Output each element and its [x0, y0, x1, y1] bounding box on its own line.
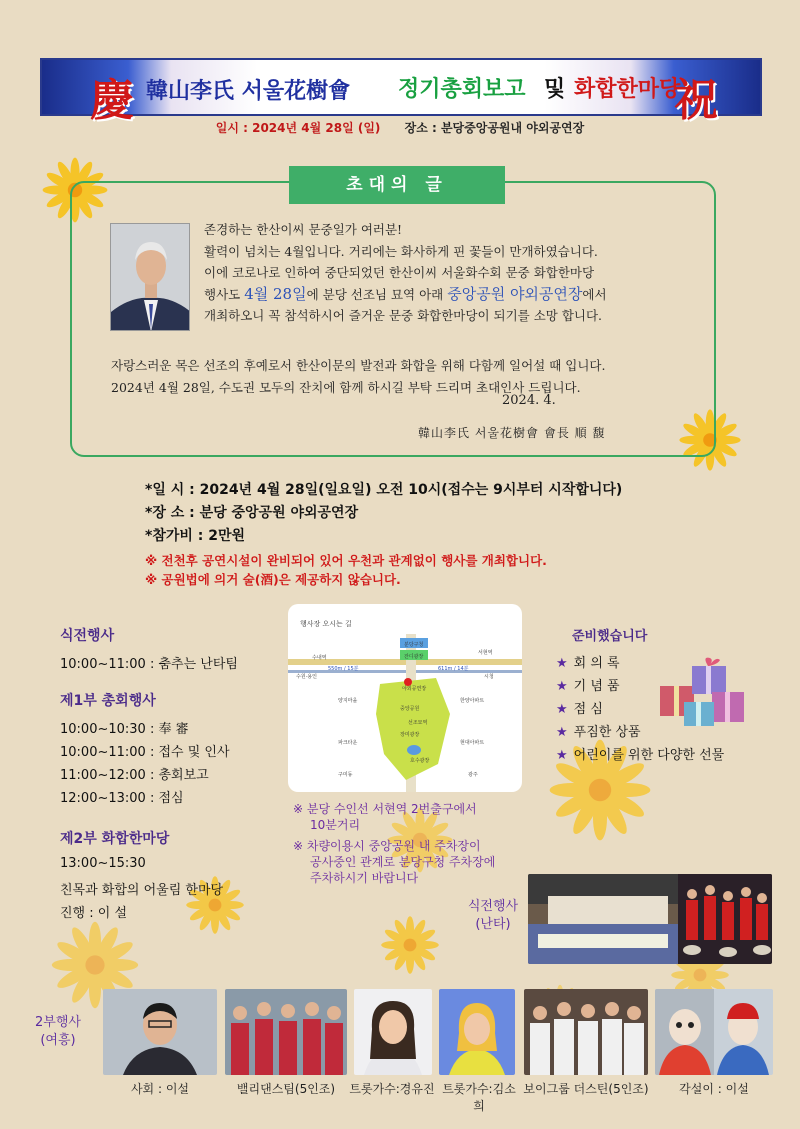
signature-name: 韓山李氏 서울花樹會 會長 順 馥 [418, 426, 606, 440]
map-label: 광주 [468, 772, 478, 778]
schedule-pre-title: 식전행사 [60, 628, 115, 644]
schedule-part1-title: 제1부 총회행사 [60, 693, 156, 709]
schedule-item: 10:00~11:00 : 접수 및 인사 [60, 745, 230, 760]
schedule-item: 12:00~13:00 : 점심 [60, 791, 184, 806]
prepared-title: 준비했습니다 [572, 629, 648, 644]
invitation-line [204, 284, 704, 306]
invitation-line: 자랑스러운 목은 선조의 후예로서 한산이문의 발전과 화합을 위해 다함께 일어설 때 입니다. [111, 358, 606, 373]
invitation-line: 개최하오니 꼭 참석하시어 즐거운 문중 화합한마당이 되기를 소망 합니다. [204, 308, 603, 323]
map-note-parking [293, 838, 495, 886]
star-icon: ★ [556, 656, 568, 671]
text: 에 분당 선조님 묘역 아래 [306, 286, 448, 302]
schedule-item: 13:00~15:30 [60, 856, 146, 871]
schedule-item: 진행 : 이 설 [60, 906, 128, 921]
photo-gakseori [655, 989, 773, 1075]
info-place: *장 소 : 분당 중앙공원 야외공연장 [145, 505, 359, 521]
map-label: 시청 [484, 674, 494, 680]
label-line: (여흥) [40, 1033, 76, 1048]
highlight-date: 4월 28일 [244, 284, 307, 303]
schedule-item: 10:00~10:30 : 奉 審 [60, 722, 189, 737]
highlight-place: 중앙공원 야외공연장 [447, 284, 583, 303]
map-note-subway [293, 801, 477, 833]
celebration-glyph-left: 慶 [90, 75, 134, 126]
note-line: 주차하시기 바랍니다 [310, 871, 419, 885]
title-report: 정기총회보고 [398, 77, 526, 102]
map-label: 550m / 15분 [328, 666, 359, 672]
location-map [288, 604, 522, 792]
president-portrait [110, 223, 190, 331]
caption-singer-1: 트롯가수:경유진 [349, 1082, 435, 1096]
prepared-item [556, 721, 641, 740]
map-label: 수원·용인 [296, 674, 317, 680]
map-title: 행사장 오시는 길 [300, 620, 352, 628]
map-label: 파크타운 [338, 740, 358, 746]
label-line: (난타) [475, 917, 511, 932]
event-place: 장소 : 분당중앙공원내 야외공연장 [404, 121, 585, 135]
caption-belly-dance: 밸리댄스팀(5인조) [236, 1082, 336, 1096]
note-line: 공사중인 관계로 분당구청 주차장에 [310, 855, 496, 869]
prepared-item-label: 회 의 록 [573, 656, 620, 671]
note-line: 10분거리 [310, 818, 361, 832]
map-label: 한양아파트 [460, 698, 485, 704]
nanta-performance-photo [528, 874, 772, 964]
label-line: 2부행사 [35, 1015, 81, 1030]
notice-alcohol: ※ 공원법에 의거 술(酒)은 제공하지 않습니다. [145, 572, 401, 587]
title-and: 및 [544, 77, 566, 102]
caption-boy-group: 보이그룹 더스틴(5인조) [523, 1082, 649, 1096]
map-label: 중앙공원 [400, 706, 420, 712]
star-icon: ★ [556, 679, 568, 694]
schedule-item: 11:00~12:00 : 총회보고 [60, 768, 209, 783]
photo-mc [103, 989, 217, 1075]
invitation-line: 존경하는 한산이씨 문중일가 여러분! [204, 222, 403, 237]
title-clan: 韓山李氏 서울花樹會 [146, 78, 351, 104]
map-label: 선조묘역 [408, 720, 428, 726]
part2-event-label [28, 1014, 88, 1050]
star-icon: ★ [556, 748, 568, 763]
map-label: 611m / 14분 [438, 666, 469, 672]
signature-date: 2024. 4. [502, 393, 556, 408]
note-line: ※ 분당 수인선 서현역 2번출구에서 [293, 802, 477, 816]
photo-trot-singer-1 [354, 989, 432, 1075]
prepared-item-label: 기 념 품 [573, 679, 620, 694]
label-line: 식전행사 [467, 899, 519, 914]
pre-event-label [463, 898, 523, 934]
star-icon: ★ [556, 702, 568, 717]
prepared-item-label: 점 심 [573, 702, 603, 717]
map-label: 야외공연장 [402, 686, 427, 692]
schedule-item: 친목과 화합의 어울림 한마당 [60, 883, 224, 898]
gift-boxes-image [652, 652, 752, 730]
prepared-item [556, 675, 620, 694]
prepared-item-label: 푸짐한 상품 [573, 725, 641, 740]
map-label: 호수광장 [410, 758, 430, 764]
prepared-item [556, 744, 724, 763]
prepared-item-label: 어린이를 위한 다양한 선물 [573, 748, 725, 763]
info-datetime: *일 시 : 2024년 4월 28일(일요일) 오전 10시(접수는 9시부터 시작합니다) [145, 482, 623, 498]
schedule-part2-title: 제2부 화합한마당 [60, 831, 170, 847]
invitation-body [204, 219, 704, 327]
schedule-item: 10:00~11:00 : 춤추는 난타팀 [60, 657, 238, 672]
invitation-body-bottom [111, 355, 711, 398]
map-label: 현대아파트 [460, 740, 485, 746]
star-icon: ★ [556, 725, 568, 740]
map-label: 서현역 [478, 650, 493, 656]
photo-trot-singer-2 [439, 989, 515, 1075]
text: 행사도 [204, 286, 245, 302]
map-label: 구미동 [338, 772, 353, 778]
photo-boy-group [524, 989, 648, 1075]
map-label: 분당구청 [404, 642, 424, 648]
header-banner [40, 58, 762, 126]
caption-singer-2: 트롯가수:김소희 [442, 1082, 516, 1113]
info-fee: *참가비 : 2만원 [145, 528, 246, 544]
photo-belly-dance-team [225, 989, 347, 1075]
invitation-line: 2024년 4월 28일, 수도권 모두의 잔치에 함께 하시길 부탁 드리며 초대인사 드립니다. [111, 379, 581, 395]
caption-gakseori: 각설이 : 이설 [679, 1082, 749, 1096]
celebration-glyph-right: 祝 [674, 75, 718, 126]
header-subline [0, 119, 800, 136]
invitation-line: 활력이 넘치는 4월입니다. 거리에는 화사하게 핀 꽃들이 만개하였습니다. [204, 243, 598, 259]
caption-mc: 사회 : 이설 [130, 1082, 190, 1096]
map-label: 잔디광장 [404, 654, 424, 660]
map-label: 양지마을 [338, 698, 358, 704]
prepared-item [556, 698, 603, 717]
map-label: 장미광장 [400, 732, 420, 738]
invitation-tab: 초대의 글 [289, 166, 505, 204]
note-line: ※ 차량이용시 중앙공원 내 주차장이 [293, 839, 481, 853]
notice-rain: ※ 전천후 공연시설이 완비되어 있어 우천과 관계없이 행사를 개최합니다. [145, 553, 547, 568]
invitation-line: 이에 코로나로 인하여 중단되었던 한산이씨 서울화수회 문중 화합한마당 [204, 265, 595, 280]
map-label: 수내역 [312, 655, 327, 661]
prepared-item [556, 652, 620, 671]
flower [381, 916, 439, 974]
title-event: 화합한마당 [574, 77, 681, 102]
event-date: 일시 : 2024년 4월 28일 (일) [215, 121, 381, 135]
text: 에서 [582, 286, 607, 302]
